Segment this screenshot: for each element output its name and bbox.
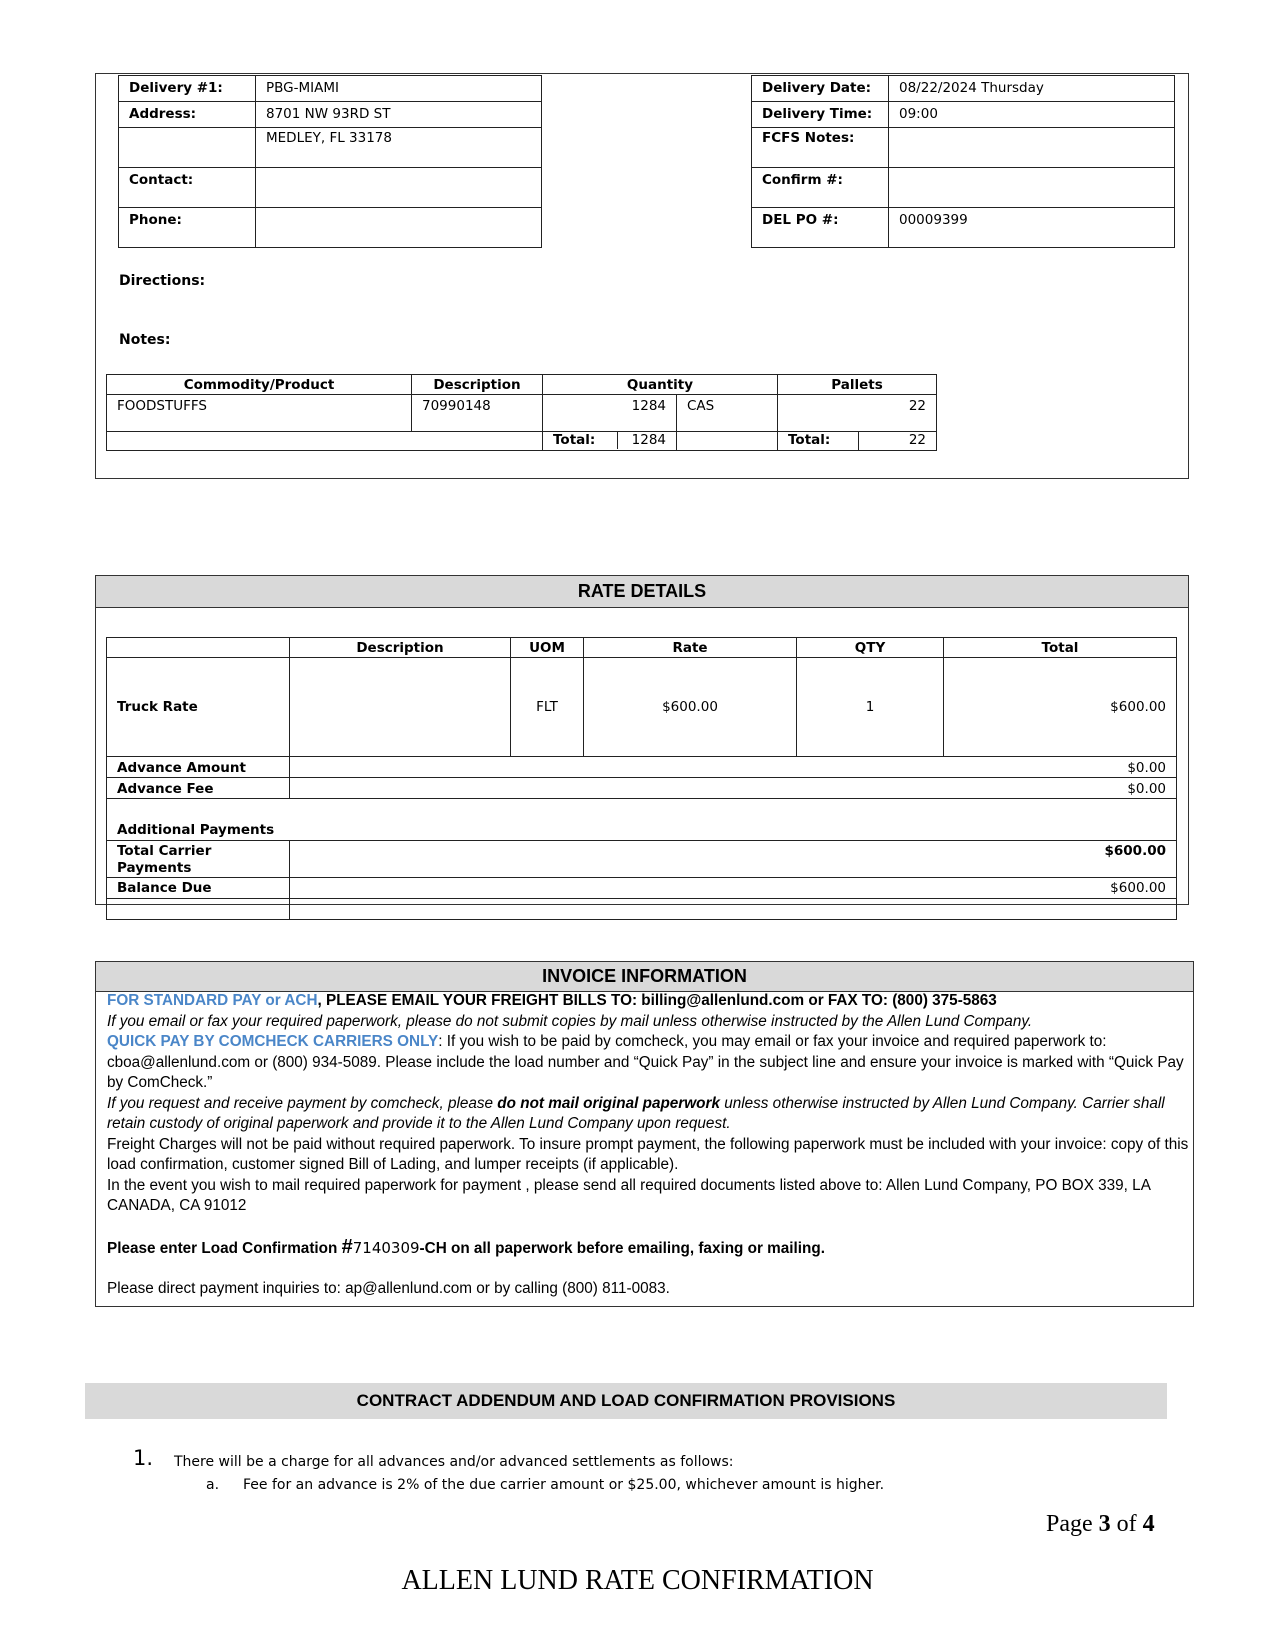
rate-header-blank [107, 638, 290, 658]
address-line1: 8701 NW 93RD ST [256, 102, 542, 128]
address-blank-cell [119, 128, 256, 168]
addendum-title: CONTRACT ADDENDUM AND LOAD CONFIRMATION PROVISIONS [85, 1383, 1167, 1419]
commodity-table [106, 374, 937, 451]
delivery-name: PBG-MIAMI [256, 76, 542, 102]
load-number: 7140309 [352, 1238, 420, 1257]
notes-label: Notes: [119, 332, 171, 348]
rate-header-rate: Rate [584, 638, 797, 658]
balance-due-value: $600.00 [290, 878, 1177, 899]
comcheck-paragraph [107, 1094, 1189, 1135]
pallets-total-label: Total: [778, 432, 859, 451]
invoice-title: INVOICE INFORMATION [96, 962, 1193, 992]
addendum-sub-text: Fee for an advance is 2% of the due carrier amount or $25.00, whichever amount is higher. [243, 1477, 885, 1493]
commodity-product: FOODSTUFFS [107, 395, 412, 432]
commodity-unit: CAS [677, 395, 778, 432]
commodity-total-blank [107, 432, 543, 451]
rate-empty-cell-b [290, 899, 1177, 920]
page-word: Page [1046, 1511, 1099, 1537]
standard-pay-line [107, 991, 1189, 1012]
standard-pay-text: , PLEASE EMAIL YOUR FREIGHT BILLS TO: billing@allenlund.com or FAX TO: (800) 375-5863 [317, 992, 997, 1009]
commodity-header-product: Commodity/Product [107, 375, 412, 395]
additional-payments-label: Additional Payments [107, 799, 1177, 841]
delivery-date-label: Delivery Date: [752, 76, 889, 102]
del-po-label: DEL PO #: [752, 208, 889, 248]
commodity-header-pallets: Pallets [778, 375, 937, 395]
commodity-total-qty-cell [543, 432, 677, 451]
advance-amount-value: $0.00 [290, 757, 1177, 778]
mail-copies-note: If you email or fax your required paperwork, please do not submit copies by mail unless otherwise instructed by the Allen Lund Company. [107, 1012, 1033, 1030]
rate-header-total: Total [944, 638, 1177, 658]
delivery-left-table [118, 75, 542, 248]
rate-header-description: Description [290, 638, 511, 658]
truck-rate-label: Truck Rate [107, 658, 290, 757]
page-current: 3 [1098, 1511, 1111, 1537]
advance-amount-label: Advance Amount [107, 757, 290, 778]
document-title: ALLEN LUND RATE CONFIRMATION [401, 1565, 874, 1596]
fcfs-notes-value [889, 128, 1175, 168]
pallets-total-value: 22 [859, 432, 937, 451]
fcfs-notes-label: FCFS Notes: [752, 128, 889, 168]
commodity-qty: 1284 [543, 395, 677, 432]
rate-details-title: RATE DETAILS [96, 576, 1188, 608]
comcheck-text-c: unless otherwise instructed by Allen Lund Company. Carrier shall retain custody of original paperwork and provide it to the Allen Lund Company upon request. [107, 1094, 1165, 1132]
rate-table [106, 637, 1177, 920]
page-total: 4 [1142, 1511, 1155, 1537]
truck-rate-rate: $600.00 [584, 658, 797, 757]
page-of: of [1110, 1511, 1143, 1537]
truck-rate-uom: FLT [511, 658, 584, 757]
contact-label: Contact: [119, 168, 256, 208]
contact-value [256, 168, 542, 208]
phone-value [256, 208, 542, 248]
load-hash: # [341, 1235, 353, 1258]
delivery-time-value: 09:00 [889, 102, 1175, 128]
rate-header-uom: UOM [511, 638, 584, 658]
payment-inquiries-line: Please direct payment inquiries to: ap@allenlund.com or by calling (800) 811-0083. [107, 1280, 670, 1297]
mail-address-paragraph: In the event you wish to mail required paperwork for payment , please send all required documents listed above to: Allen Lund Company, PO BOX 339, LA CANADA, CA 91012 [107, 1176, 1151, 1214]
advance-fee-value: $0.00 [290, 778, 1177, 799]
confirm-value [889, 168, 1175, 208]
confirm-label: Confirm #: [752, 168, 889, 208]
balance-due-label: Balance Due [107, 878, 290, 899]
commodity-total-unit-blank [677, 432, 778, 451]
delivery-time-label: Delivery Time: [752, 102, 889, 128]
standard-pay-heading: FOR STANDARD PAY or ACH [107, 992, 318, 1009]
freight-charges-paragraph: Freight Charges will not be paid without required paperwork. To insure prompt payment, the following paperwork must be included with your invoice: copy of this load confirmation, customer signed Bill of Lading, and lumper receipts (if applicable). [107, 1135, 1189, 1173]
page-number [1046, 1511, 1155, 1538]
quick-pay-paragraph [107, 1032, 1189, 1094]
commodity-header-quantity: Quantity [543, 375, 778, 395]
advance-fee-label: Advance Fee [107, 778, 290, 799]
commodity-description: 70990148 [412, 395, 543, 432]
delivery-label: Delivery #1: [119, 76, 256, 102]
address-label: Address: [119, 102, 256, 128]
quick-pay-heading: QUICK PAY BY COMCHECK CARRIERS ONLY [107, 1033, 439, 1050]
phone-label: Phone: [119, 208, 256, 248]
addendum-sub-letter: a. [206, 1477, 220, 1493]
total-carrier-payments-label: Total Carrier Payments [107, 841, 290, 878]
del-po-value: 00009399 [889, 208, 1175, 248]
comcheck-text-a: If you request and receive payment by comcheck, please [107, 1094, 498, 1112]
quick-pay-text: : If you wish to be paid by comcheck, you may email or fax your invoice and required paperwork to: cboa@allenlund.com or (800) 934-5089. Please include the load number and “Quick Pay” in the subject line and ensure your invoice is marked with “Quick Pay by ComCheck.” [107, 1033, 1184, 1091]
delivery-right-table [751, 75, 1175, 248]
commodity-total-label: Total: [543, 432, 618, 449]
load-text-a: Please enter Load Confirmation [107, 1239, 342, 1257]
rate-empty-cell-a [107, 899, 290, 920]
truck-rate-qty: 1 [797, 658, 944, 757]
commodity-pallets: 22 [778, 395, 937, 432]
invoice-body [107, 991, 1189, 1300]
rate-header-qty: QTY [797, 638, 944, 658]
truck-rate-description [290, 658, 511, 757]
commodity-header-description: Description [412, 375, 543, 395]
commodity-total-qty: 1284 [631, 432, 666, 448]
load-confirmation-line [107, 1237, 1189, 1260]
addendum-item-text: There will be a charge for all advances and/or advanced settlements as follows: [174, 1454, 734, 1470]
load-text-b: -CH on all paperwork before emailing, faxing or mailing. [419, 1239, 825, 1257]
total-carrier-payments-value: $600.00 [290, 841, 1177, 878]
delivery-date-value: 08/22/2024 Thursday [889, 76, 1175, 102]
directions-label: Directions: [119, 273, 206, 289]
comcheck-text-b: do not mail original paperwork [497, 1094, 720, 1112]
truck-rate-total: $600.00 [944, 658, 1177, 757]
address-line2: MEDLEY, FL 33178 [256, 128, 542, 168]
addendum-item-number: 1. [133, 1446, 154, 1470]
